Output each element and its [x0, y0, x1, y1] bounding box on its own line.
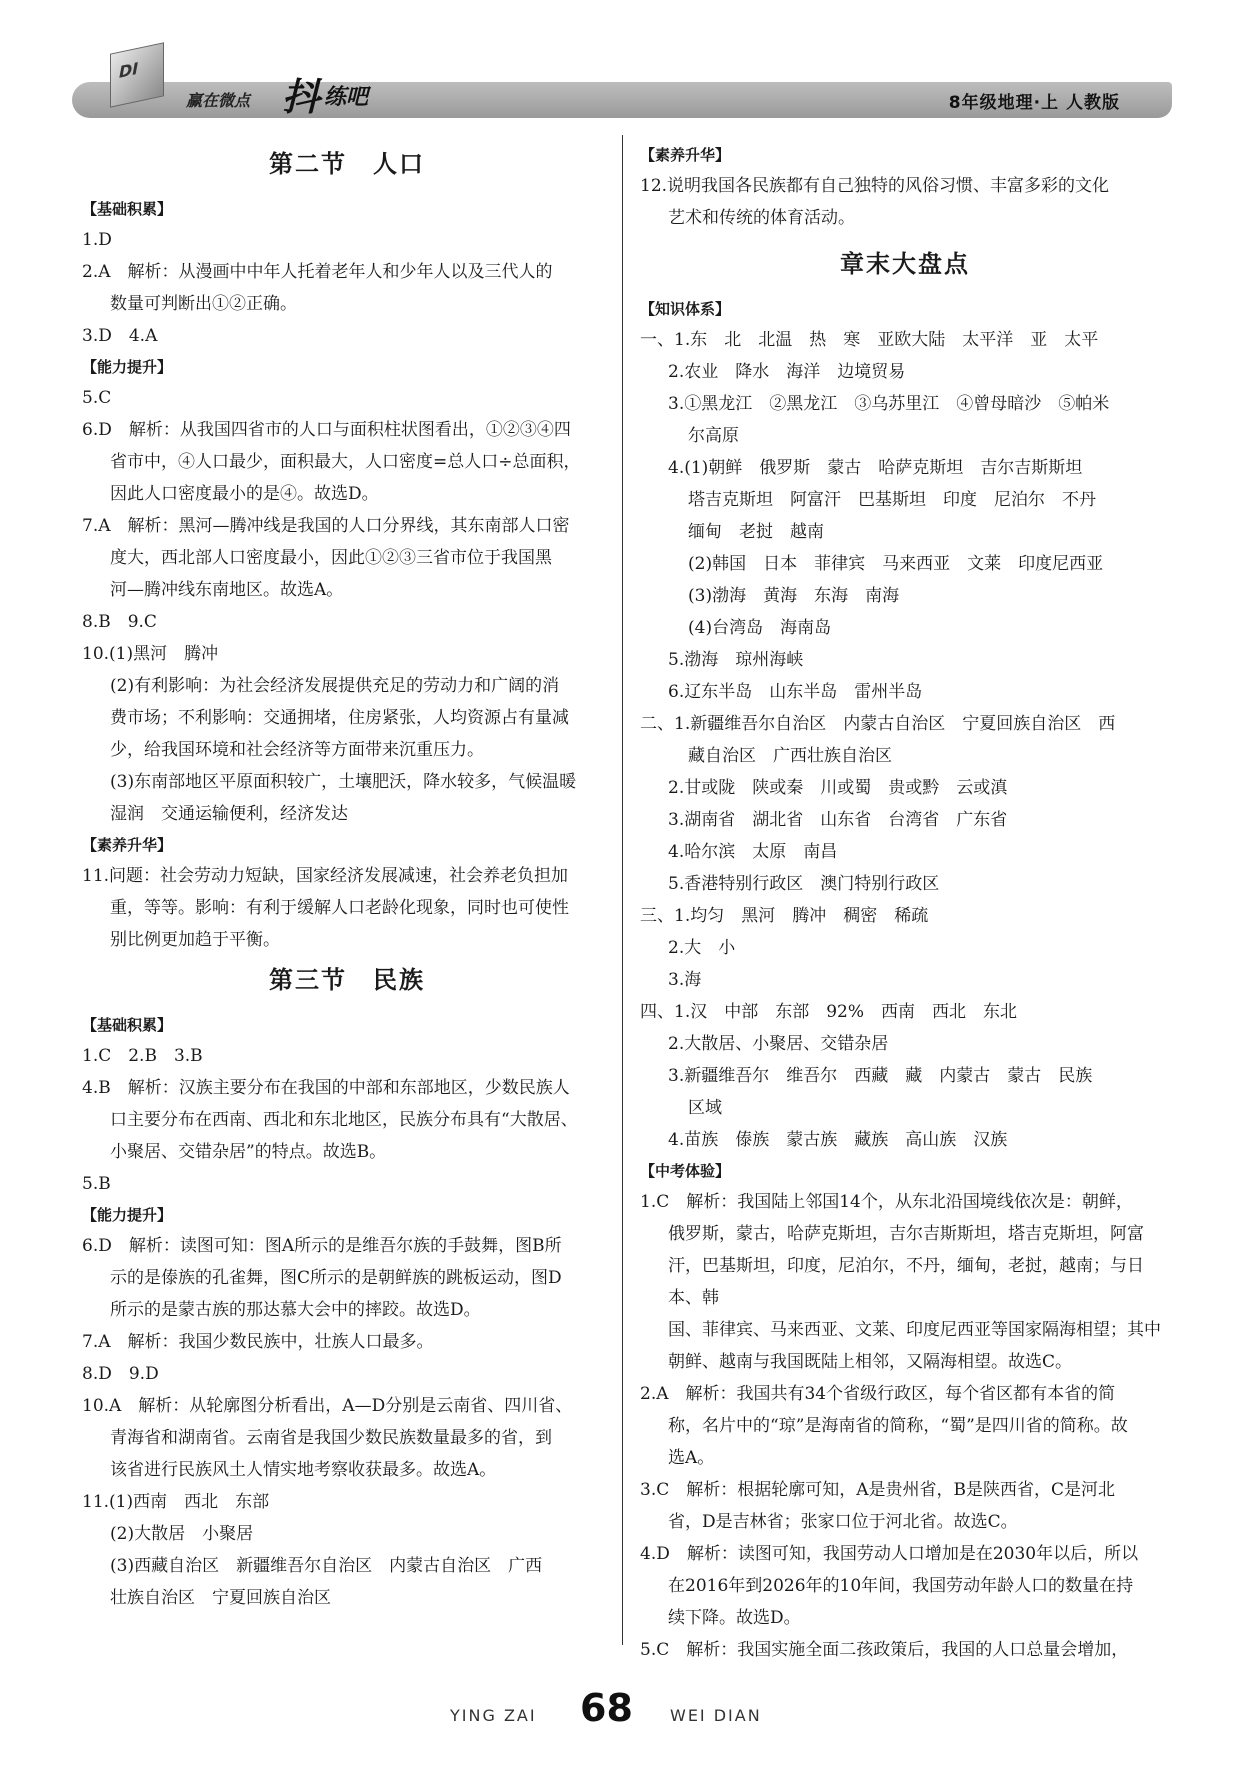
answer-line: 续下降。故选D。	[668, 1608, 801, 1628]
subheading: 【素养升华】	[640, 146, 731, 164]
answer-line: 省，D是吉林省；张家口位于河北省。故选C。	[668, 1512, 1018, 1532]
answer-line: 6.D 解析：从我国四省市的人口与面积柱状图看出，①②③④四	[82, 420, 571, 440]
answer-line: 别比例更加趋于平衡。	[110, 930, 280, 950]
answer-line: 8.D 9.D	[82, 1364, 159, 1384]
answer-line: 费市场；不利影响：交通拥堵，住房紧张，人均资源占有量减	[110, 708, 569, 728]
page-footer	[0, 1680, 1250, 1740]
answer-line: 数量可判断出①②正确。	[110, 294, 297, 314]
brand-subtitle: 赢在微点	[186, 91, 251, 110]
answer-line: 示的是傣族的孔雀舞，图C所示的是朝鲜族的跳板运动，图D	[110, 1268, 562, 1288]
answer-line: 11.(1)西南 西北 东部	[82, 1492, 270, 1512]
section-title: 第三节 民族	[269, 966, 425, 994]
answer-line: 三、1.均匀 黑河 腾冲 稠密 稀疏	[640, 906, 929, 926]
answer-line: 在2016年到2026年的10年间，我国劳动年龄人口的数量在持	[668, 1576, 1134, 1596]
answer-line: 藏自治区 广西壮族自治区	[688, 746, 892, 766]
book-title: 8年级地理·上 人教版	[948, 93, 1120, 113]
answer-line: 8.B 9.C	[82, 612, 157, 632]
answer-line: 3.湖南省 湖北省 山东省 台湾省 广东省	[668, 810, 1008, 830]
brand-logo	[110, 42, 164, 107]
brand-title: 抖	[282, 74, 321, 119]
answer-line: 7.A 解析：我国少数民族中，壮族人口最多。	[82, 1332, 434, 1352]
answer-line: 该省进行民族风土人情实地考察收获最多。故选A。	[110, 1460, 497, 1480]
answer-line: 所示的是蒙古族的那达慕大会中的摔跤。故选D。	[110, 1300, 481, 1320]
section-title: 第二节 人口	[269, 150, 425, 178]
left-column	[82, 140, 612, 1614]
answer-line: 四、1.汉 中部 东部 92% 西南 西北 东北	[640, 1002, 1018, 1022]
answer-line: 2.大 小	[668, 938, 736, 958]
answer-line: 因此人口密度最小的是④。故选D。	[110, 484, 379, 504]
subheading: 【基础积累】	[82, 1016, 173, 1034]
answer-line: 4.(1)朝鲜 俄罗斯 蒙古 哈萨克斯坦 吉尔吉斯斯坦	[668, 458, 1083, 478]
answer-line: 2.A 解析：从漫画中中年人托着老年人和少年人以及三代人的	[82, 262, 553, 282]
answer-line: 区域	[688, 1098, 722, 1118]
answer-line: 湿润 交通运输便利，经济发达	[110, 804, 348, 824]
answer-line: 5.渤海 琼州海峡	[668, 650, 804, 670]
answer-line: 度大，西北部人口密度最小，因此①②③三省市位于我国黑	[110, 548, 552, 568]
column-divider	[622, 135, 623, 1645]
answer-line: 5.B	[82, 1174, 111, 1194]
answer-line: 4.苗族 傣族 蒙古族 藏族 高山族 汉族	[668, 1130, 1008, 1150]
answer-line: 2.甘或陇 陕或秦 川或蜀 贵或黔 云或滇	[668, 778, 1008, 798]
page-header	[0, 0, 1250, 135]
answer-line: 6.D 解析：读图可知：图A所示的是维吾尔族的手鼓舞，图B所	[82, 1236, 562, 1256]
answer-line: 河—腾冲线东南地区。故选A。	[110, 580, 344, 600]
right-column	[640, 140, 1170, 1666]
answer-line: 小聚居、交错杂居”的特点。故选B。	[110, 1142, 387, 1162]
answer-line: 2.A 解析：我国共有34个省级行政区，每个省区都有本省的简	[640, 1384, 1116, 1404]
answer-line: (2)有利影响：为社会经济发展提供充足的劳动力和广阔的消	[110, 676, 560, 696]
answer-line: (2)大散居 小聚居	[110, 1524, 254, 1544]
answer-line: 称，名片中的“琼”是海南省的简称，“蜀”是四川省的简称。故	[668, 1416, 1128, 1436]
answer-line: 尔高原	[688, 426, 739, 446]
subheading: 【中考体验】	[640, 1162, 731, 1180]
answer-line: 4.哈尔滨 太原 南昌	[668, 842, 838, 862]
subheading: 【能力提升】	[82, 358, 173, 376]
subheading: 【能力提升】	[82, 1206, 173, 1224]
answer-line: 青海省和湖南省。云南省是我国少数民族数量最多的省，到	[110, 1428, 552, 1448]
answer-line: 2.大散居、小聚居、交错杂居	[668, 1034, 889, 1054]
answer-line: 7.A 解析：黑河—腾冲线是我国的人口分界线，其东南部人口密	[82, 516, 570, 536]
answer-line: (3)渤海 黄海 东海 南海	[688, 586, 900, 606]
answer-line: 10.(1)黑河 腾冲	[82, 644, 219, 664]
answer-line: 4.B 解析：汉族主要分布在我国的中部和东部地区，少数民族人	[82, 1078, 570, 1098]
page-number: 68	[580, 1686, 633, 1730]
answer-line: (3)东南部地区平原面积较广，土壤肥沃，降水较多，气候温暖	[110, 772, 577, 792]
answer-line: 3.D 4.A	[82, 326, 158, 346]
answer-line: 10.A 解析：从轮廓图分析看出，A—D分别是云南省、四川省、	[82, 1396, 573, 1416]
answer-line: 省市中，④人口最少，面积最大，人口密度=总人口÷总面积，	[110, 452, 581, 472]
answer-line: 1.C 解析：我国陆上邻国14个，从东北沿国境线依次是：朝鲜，	[640, 1192, 1133, 1212]
answer-line: 口主要分布在西南、西北和东北地区，民族分布具有“大散居、	[110, 1110, 578, 1130]
answer-line: 2.农业 降水 海洋 边境贸易	[668, 362, 906, 382]
answer-line: 3.新疆维吾尔 维吾尔 西藏 藏 内蒙古 蒙古 民族	[668, 1066, 1093, 1086]
answer-line: 5.C	[82, 388, 112, 408]
answer-line: 一、1.东 北 北温 热 寒 亚欧大陆 太平洋 亚 太平	[640, 330, 1099, 350]
answer-line: 重，等等。影响：有利于缓解人口老龄化现象，同时也可使性	[110, 898, 569, 918]
subheading: 【基础积累】	[82, 200, 173, 218]
answer-line: 5.C 解析：我国实施全面二孩政策后，我国的人口总量会增加，	[640, 1640, 1129, 1660]
answer-line: 3.①黑龙江 ②黑龙江 ③乌苏里江 ④曾母暗沙 ⑤帕米	[668, 394, 1110, 414]
subheading: 【知识体系】	[640, 300, 731, 318]
answer-line: 少，给我国环境和社会经济等方面带来沉重压力。	[110, 740, 484, 760]
answer-line: 缅甸 老挝 越南	[688, 522, 824, 542]
answer-line: (2)韩国 日本 菲律宾 马来西亚 文莱 印度尼西亚	[688, 554, 1104, 574]
footer-right-text: WEI DIAN	[670, 1706, 762, 1725]
answer-line: 二、1.新疆维吾尔自治区 内蒙古自治区 宁夏回族自治区 西	[640, 714, 1116, 734]
brand-title-2: 练吧	[324, 84, 369, 110]
answer-line: 国、菲律宾、马来西亚、文莱、印度尼西亚等国家隔海相望；其中	[668, 1320, 1161, 1340]
answer-line: (3)西藏自治区 新疆维吾尔自治区 内蒙古自治区 广西	[110, 1556, 543, 1576]
answer-line: 选A。	[668, 1448, 715, 1468]
answer-line: 艺术和传统的体育活动。	[668, 208, 855, 228]
answer-line: 12.说明我国各民族都有自己独特的风俗习惯、丰富多彩的文化	[640, 176, 1110, 196]
answer-line: 1.C 2.B 3.B	[82, 1046, 203, 1066]
answer-line: 1.D	[82, 230, 112, 250]
answer-line: 6.辽东半岛 山东半岛 雷州半岛	[668, 682, 923, 702]
brand-logo-text: DI	[119, 58, 139, 82]
answer-line: 5.香港特别行政区 澳门特别行政区	[668, 874, 940, 894]
answer-line: 3.C 解析：根据轮廓可知，A是贵州省，B是陕西省，C是河北	[640, 1480, 1116, 1500]
section-title: 章末大盘点	[840, 250, 970, 278]
answer-line: 11.问题：社会劳动力短缺，国家经济发展减速，社会养老负担加	[82, 866, 569, 886]
answer-line: 3.海	[668, 970, 702, 990]
answer-line: 壮族自治区 宁夏回族自治区	[110, 1588, 331, 1608]
answer-line: 朝鲜、越南与我国既陆上相邻，又隔海相望。故选C。	[668, 1352, 1073, 1372]
answer-line: 汗，巴基斯坦，印度，尼泊尔，不丹，缅甸，老挝，越南；与日本、韩	[668, 1256, 1144, 1308]
subheading: 【素养升华】	[82, 836, 173, 854]
answer-line: (4)台湾岛 海南岛	[688, 618, 832, 638]
answer-line: 塔吉克斯坦 阿富汗 巴基斯坦 印度 尼泊尔 不丹	[688, 490, 1096, 510]
answer-line: 俄罗斯，蒙古，哈萨克斯坦，吉尔吉斯斯坦，塔吉克斯坦，阿富	[668, 1224, 1144, 1244]
footer-left-text: YING ZAI	[450, 1706, 537, 1725]
answer-line: 4.D 解析：读图可知，我国劳动人口增加是在2030年以后，所以	[640, 1544, 1139, 1564]
